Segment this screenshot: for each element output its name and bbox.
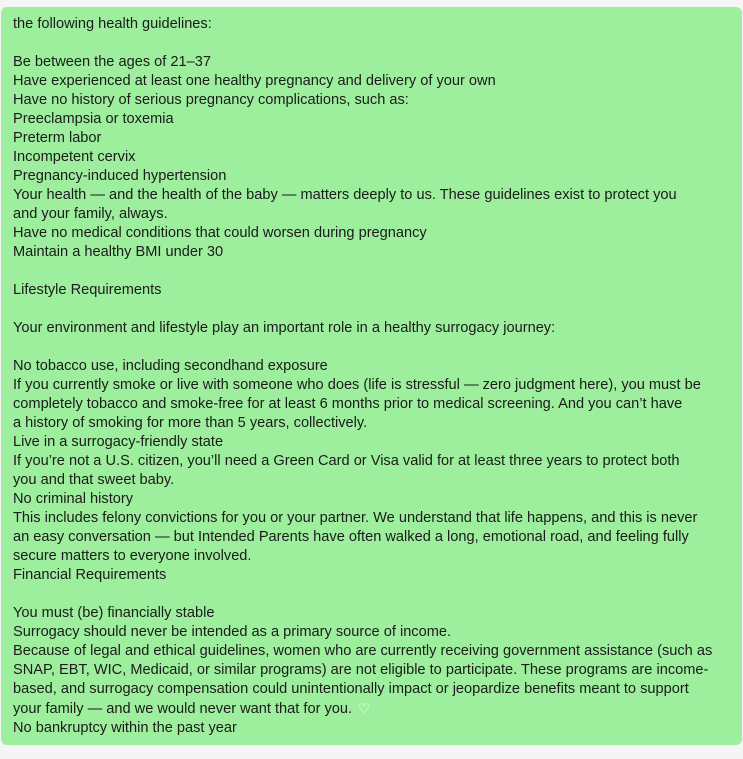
message-line: If you currently smoke or live with someone who does (life is stressful — zero judgment here), you must be [13, 377, 701, 393]
message-line: and your family, always. [13, 206, 168, 222]
message-line: Your health — and the health of the baby — matters deeply to us. These guidelines exist to protect you [13, 187, 677, 203]
message-line: the following health guidelines: [13, 16, 212, 32]
message-line: No criminal history [13, 491, 134, 507]
message-line [13, 262, 730, 281]
chat-message-bubble [1, 7, 742, 745]
section-heading-lifestyle: Lifestyle Requirements [13, 282, 162, 298]
message-line: Have no history of serious pregnancy complications, such as: [13, 92, 409, 108]
message-line: This includes felony convictions for you or your partner. We understand that life happens, and this is never [13, 510, 698, 526]
message-line: SNAP, EBT, WIC, Medicaid, or similar programs) are not eligible to participate. These programs are income- [13, 662, 709, 678]
message-line-with-heart [13, 699, 730, 719]
message-line: You must (be) financially stable [13, 605, 215, 621]
message-line: Have experienced at least one healthy pregnancy and delivery of your own [13, 73, 496, 89]
message-line [13, 585, 730, 604]
message-line: secure matters to everyone involved. [13, 548, 252, 564]
message-line: Incompetent cervix [13, 149, 136, 165]
message-line: Live in a surrogacy-friendly state [13, 434, 224, 450]
message-line: Your environment and lifestyle play an important role in a healthy surrogacy journey: [13, 320, 556, 336]
message-line [13, 300, 730, 319]
heart-icon: ♡ [358, 701, 370, 716]
message-line: a history of smoking for more than 5 years, collectively. [13, 415, 368, 431]
message-line: Preeclampsia or toxemia [13, 111, 174, 127]
message-line-text: your family — and we would never want that for you. [13, 701, 353, 717]
message-line: No tobacco use, including secondhand exposure [13, 358, 328, 374]
message-line: Because of legal and ethical guidelines, women who are currently receiving government assistance (such as [13, 643, 713, 659]
message-line: an easy conversation — but Intended Parents have often walked a long, emotional road, and feeling fully [13, 529, 689, 545]
message-line: Preterm labor [13, 130, 102, 146]
message-line: Surrogacy should never be intended as a primary source of income. [13, 624, 452, 640]
section-heading-financial: Financial Requirements [13, 567, 167, 583]
message-line: Be between the ages of 21–37 [13, 54, 211, 70]
message-line: based, and surrogacy compensation could unintentionally impact or jeopardize benefits meant to support [13, 681, 689, 697]
message-line [13, 338, 730, 357]
message-line: If you’re not a U.S. citizen, you’ll need a Green Card or Visa valid for at least three years to protect both [13, 453, 680, 469]
message-line: Have no medical conditions that could worsen during pregnancy [13, 225, 427, 241]
message-line [13, 34, 730, 53]
message-line: completely tobacco and smoke-free for at least 6 months prior to medical screening. And you can’t have [13, 396, 683, 412]
message-line: Maintain a healthy BMI under 30 [13, 244, 224, 260]
message-line: you and that sweet baby. [13, 472, 175, 488]
message-line: No bankruptcy within the past year [13, 720, 237, 736]
message-line: Pregnancy-induced hypertension [13, 168, 227, 184]
